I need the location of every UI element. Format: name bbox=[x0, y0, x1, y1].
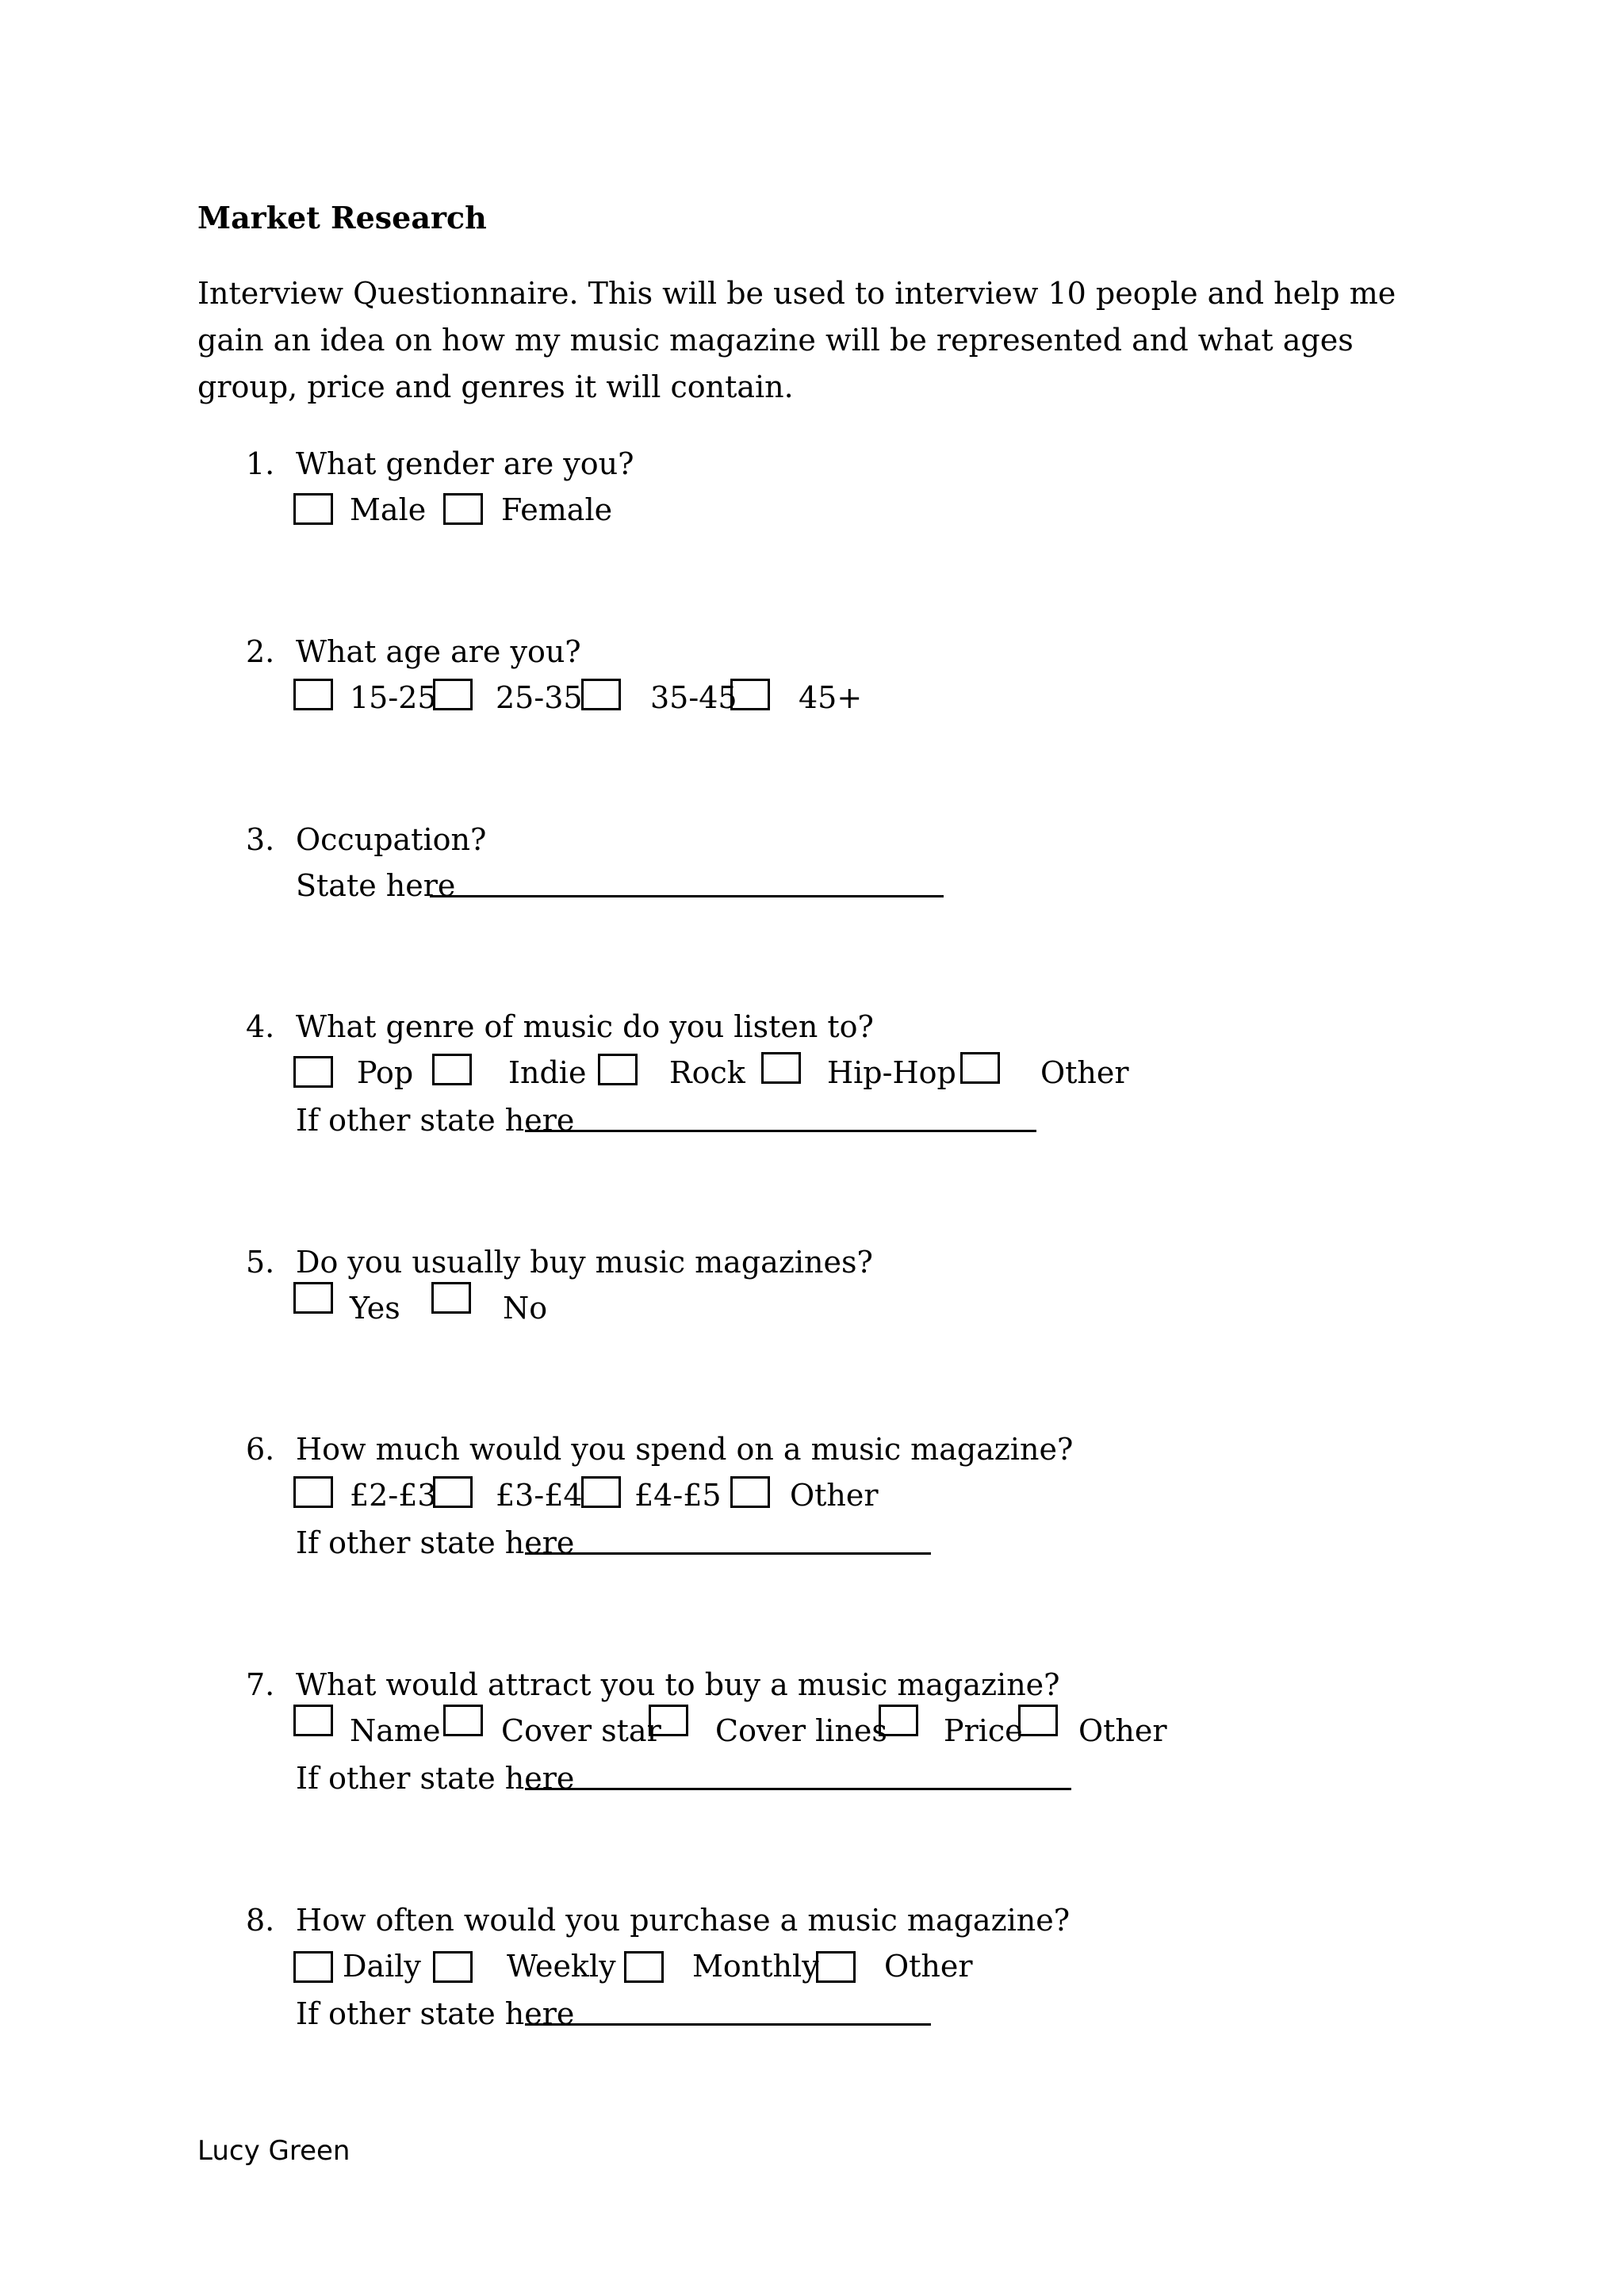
checkbox-other[interactable] bbox=[1018, 1705, 1058, 1736]
question-text: Occupation? bbox=[296, 822, 487, 857]
question-7 bbox=[0, 1665, 1624, 1855]
state-label: If other state here bbox=[296, 1525, 575, 1560]
question-number: 3. bbox=[246, 822, 275, 857]
question-number: 6. bbox=[246, 1432, 275, 1467]
question-text: How often would you purchase a music magazine? bbox=[296, 1903, 1071, 1938]
option-label: Indie bbox=[508, 1055, 587, 1090]
question-text: How much would you spend on a music magazine? bbox=[296, 1432, 1074, 1467]
option-label: Name bbox=[350, 1713, 441, 1748]
checkbox-female[interactable] bbox=[443, 493, 483, 525]
checkbox-cover-star[interactable] bbox=[443, 1705, 483, 1736]
option-label: Weekly bbox=[507, 1949, 616, 1984]
question-1 bbox=[0, 444, 1624, 634]
question-number: 4. bbox=[246, 1009, 275, 1044]
option-label: Hip-Hop bbox=[827, 1055, 956, 1090]
question-5 bbox=[0, 1242, 1624, 1433]
checkbox-pop[interactable] bbox=[293, 1056, 333, 1088]
page-title: Market Research bbox=[197, 200, 487, 235]
checkbox-weekly[interactable] bbox=[433, 1951, 473, 1983]
checkbox-hip-hop[interactable] bbox=[761, 1052, 801, 1084]
question-text: What age are you? bbox=[296, 634, 581, 669]
option-label: £4-£5 bbox=[634, 1478, 722, 1513]
option-label: Other bbox=[1040, 1055, 1129, 1090]
checkbox-daily[interactable] bbox=[293, 1951, 333, 1983]
question-8 bbox=[0, 1900, 1624, 2091]
state-label: If other state here bbox=[296, 1103, 575, 1138]
intro-paragraph: Interview Questionnaire. This will be used to interview 10 people and help me gain an idea on how my music magazine will be represented and what ages group, price and genres it will contain. bbox=[197, 276, 1396, 404]
option-label: No bbox=[503, 1291, 548, 1326]
option-label: Female bbox=[501, 492, 613, 527]
option-label: Cover lines bbox=[715, 1713, 887, 1748]
question-text: What would attract you to buy a music magazine? bbox=[296, 1667, 1060, 1702]
checkbox-15-25[interactable] bbox=[293, 679, 333, 710]
question-4 bbox=[0, 1007, 1624, 1197]
option-label: Yes bbox=[350, 1291, 400, 1326]
question-text: What gender are you? bbox=[296, 446, 634, 481]
question-2 bbox=[0, 632, 1624, 822]
question-number: 8. bbox=[246, 1903, 275, 1938]
option-label: Rock bbox=[669, 1055, 745, 1090]
checkbox-other[interactable] bbox=[960, 1052, 1000, 1084]
question-text: What genre of music do you listen to? bbox=[296, 1009, 874, 1044]
state-label: If other state here bbox=[296, 1761, 575, 1796]
other-genre-field[interactable] bbox=[525, 1130, 1036, 1132]
checkbox-monthly[interactable] bbox=[624, 1951, 664, 1983]
checkbox-25-35[interactable] bbox=[433, 679, 473, 710]
checkbox-3-4[interactable] bbox=[433, 1476, 473, 1508]
option-label: Other bbox=[790, 1478, 879, 1513]
checkbox-45-plus[interactable] bbox=[730, 679, 770, 710]
option-label: Price bbox=[944, 1713, 1023, 1748]
checkbox-male[interactable] bbox=[293, 493, 333, 525]
state-label: State here bbox=[296, 868, 456, 903]
question-number: 5. bbox=[246, 1245, 275, 1280]
option-label: 25-35 bbox=[496, 680, 583, 715]
option-label: Other bbox=[884, 1949, 973, 1984]
checkbox-other[interactable] bbox=[730, 1476, 770, 1508]
question-3 bbox=[0, 820, 1624, 1010]
option-label: Male bbox=[350, 492, 427, 527]
other-price-field[interactable] bbox=[525, 1552, 931, 1555]
occupation-field[interactable] bbox=[430, 895, 944, 897]
question-text: Do you usually buy music magazines? bbox=[296, 1245, 873, 1280]
option-label: Monthly bbox=[692, 1949, 819, 1984]
checkbox-35-45[interactable] bbox=[581, 679, 621, 710]
option-label: 45+ bbox=[799, 680, 863, 715]
option-label: £3-£4 bbox=[496, 1478, 583, 1513]
option-label: Daily bbox=[343, 1949, 421, 1984]
question-number: 2. bbox=[246, 634, 275, 669]
checkbox-no[interactable] bbox=[431, 1282, 471, 1314]
other-attraction-field[interactable] bbox=[525, 1788, 1071, 1790]
option-label: Other bbox=[1078, 1713, 1167, 1748]
state-label: If other state here bbox=[296, 1996, 575, 2031]
checkbox-price[interactable] bbox=[879, 1705, 918, 1736]
checkbox-yes[interactable] bbox=[293, 1282, 333, 1314]
option-label: Cover star bbox=[501, 1713, 661, 1748]
author-footer: Lucy Green bbox=[197, 2135, 350, 2167]
checkbox-4-5[interactable] bbox=[581, 1476, 621, 1508]
checkbox-name[interactable] bbox=[293, 1705, 333, 1736]
option-label: £2-£3 bbox=[350, 1478, 437, 1513]
checkbox-2-3[interactable] bbox=[293, 1476, 333, 1508]
option-label: Pop bbox=[357, 1055, 414, 1090]
checkbox-rock[interactable] bbox=[598, 1054, 638, 1085]
checkbox-indie[interactable] bbox=[432, 1054, 472, 1085]
other-frequency-field[interactable] bbox=[525, 2023, 931, 2026]
checkbox-other[interactable] bbox=[816, 1951, 856, 1983]
question-6 bbox=[0, 1429, 1624, 1620]
option-label: 15-25 bbox=[350, 680, 437, 715]
question-number: 7. bbox=[246, 1667, 275, 1702]
checkbox-cover-lines[interactable] bbox=[649, 1705, 688, 1736]
question-number: 1. bbox=[246, 446, 275, 481]
option-label: 35-45 bbox=[650, 680, 737, 715]
